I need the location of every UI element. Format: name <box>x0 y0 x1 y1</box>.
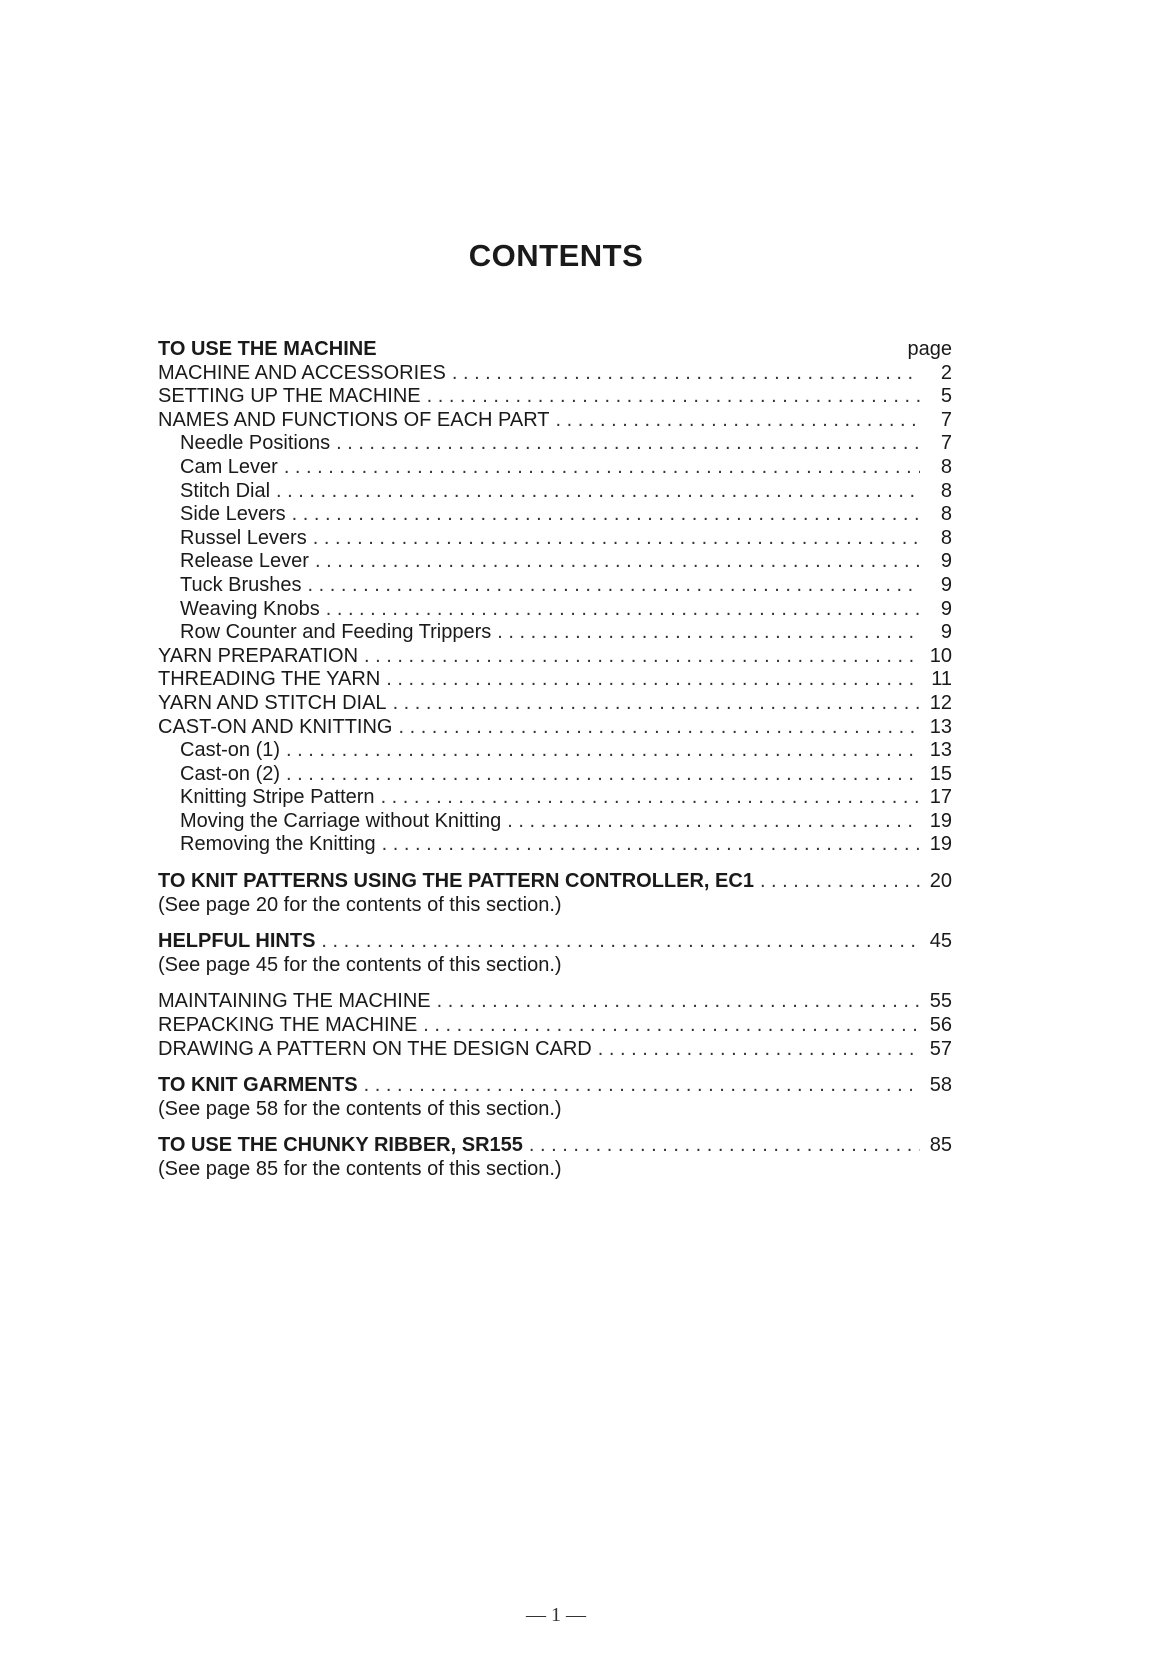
toc-section-entry[interactable] <box>158 1074 952 1098</box>
dot-leader <box>437 990 920 1014</box>
entry-label: Knitting Stripe Pattern <box>180 786 375 809</box>
entry-label: TO KNIT PATTERNS USING THE PATTERN CONTROLLER, EC1 <box>158 870 754 893</box>
entry-page: 2 <box>940 361 952 384</box>
toc-subentry[interactable] <box>158 598 952 622</box>
dot-leader <box>556 409 920 433</box>
dot-leader <box>308 574 920 598</box>
toc-entry[interactable] <box>158 385 952 409</box>
entry-page: 9 <box>940 621 952 644</box>
entry-page: 5 <box>940 385 952 408</box>
dot-leader <box>364 645 920 669</box>
dot-leader <box>507 810 920 834</box>
entry-label: Row Counter and Feeding Trippers <box>180 621 492 644</box>
dot-leader <box>497 621 920 645</box>
toc-subentry[interactable] <box>158 456 952 480</box>
entry-label: SETTING UP THE MACHINE <box>158 385 421 408</box>
toc-entry[interactable] <box>158 645 952 669</box>
dot-leader <box>286 763 920 787</box>
toc-subentry[interactable] <box>158 503 952 527</box>
entry-label: Release Lever <box>180 550 309 573</box>
page-title: CONTENTS <box>468 238 644 273</box>
toc-entry[interactable] <box>158 362 952 386</box>
entry-page: 58 <box>929 1074 952 1097</box>
page-column-label: page <box>907 338 952 360</box>
entry-label: Russel Levers <box>180 526 307 549</box>
entry-label: CAST-ON AND KNITTING <box>158 715 393 738</box>
entry-label: Tuck Brushes <box>180 573 302 596</box>
section-note: (See page 45 for the contents of this section.) <box>158 953 562 976</box>
toc-subentry[interactable] <box>158 621 952 645</box>
dot-leader <box>292 503 920 527</box>
entry-label: YARN PREPARATION <box>158 644 359 667</box>
entry-label: Needle Positions <box>180 432 331 455</box>
toc-subentry[interactable] <box>158 574 952 598</box>
dot-leader <box>393 692 920 716</box>
toc-entry[interactable] <box>158 692 952 716</box>
entry-label: REPACKING THE MACHINE <box>158 1014 418 1037</box>
entry-label: HELPFUL HINTS <box>158 930 316 953</box>
entry-page: 15 <box>929 762 952 785</box>
entry-page: 56 <box>929 1014 952 1037</box>
entry-page: 7 <box>940 408 952 431</box>
toc-subentry[interactable] <box>158 810 952 834</box>
toc-subentry[interactable] <box>158 550 952 574</box>
entry-page: 10 <box>929 644 952 667</box>
toc-section-entry[interactable] <box>158 930 952 954</box>
toc-subentry[interactable] <box>158 786 952 810</box>
entry-page: 8 <box>940 526 952 549</box>
section-note: (See page 85 for the contents of this section.) <box>158 1158 562 1180</box>
toc-entry[interactable] <box>158 990 952 1014</box>
dot-leader <box>276 480 920 504</box>
entry-page: 9 <box>940 597 952 620</box>
dot-leader <box>315 550 920 574</box>
dot-leader <box>336 432 920 456</box>
dot-leader <box>452 362 920 386</box>
dot-leader <box>598 1038 920 1062</box>
entry-page: 45 <box>929 930 952 953</box>
entry-label: MACHINE AND ACCESSORIES <box>158 361 446 384</box>
dot-leader <box>313 527 920 551</box>
entry-page: 13 <box>929 715 952 738</box>
table-of-contents <box>158 338 952 1182</box>
toc-subentry[interactable] <box>158 527 952 551</box>
dot-leader <box>381 786 920 810</box>
entry-label: Cast-on (2) <box>180 762 281 785</box>
entry-page: 12 <box>929 691 952 714</box>
toc-entry[interactable] <box>158 1014 952 1038</box>
entry-label: Cast-on (1) <box>180 739 281 762</box>
dot-leader <box>284 456 920 480</box>
dot-leader <box>423 1014 920 1038</box>
entry-page: 20 <box>929 870 952 893</box>
entry-page: 7 <box>940 432 952 455</box>
entry-page: 13 <box>929 739 952 762</box>
toc-section-entry[interactable] <box>158 1134 952 1158</box>
toc-section-entry[interactable] <box>158 870 952 894</box>
dot-leader <box>529 1134 920 1158</box>
toc-subentry[interactable] <box>158 432 952 456</box>
dot-leader <box>427 385 920 409</box>
dot-leader <box>760 870 920 894</box>
entry-label: NAMES AND FUNCTIONS OF EACH PART <box>158 408 550 431</box>
dot-leader <box>398 716 920 740</box>
toc-subentry[interactable] <box>158 739 952 763</box>
entry-label: Moving the Carriage without Knitting <box>180 809 502 832</box>
entry-label: TO USE THE CHUNKY RIBBER, SR155 <box>158 1134 523 1157</box>
entry-label: YARN AND STITCH DIAL <box>158 691 387 714</box>
entry-page: 85 <box>929 1134 952 1157</box>
entry-label: Weaving Knobs <box>180 597 320 620</box>
toc-entry[interactable] <box>158 409 952 433</box>
dot-leader <box>321 930 920 954</box>
entry-label: MAINTAINING THE MACHINE <box>158 990 431 1013</box>
toc-entry[interactable] <box>158 668 952 692</box>
entry-page: 8 <box>940 479 952 502</box>
dot-leader <box>364 1074 920 1098</box>
toc-entry[interactable] <box>158 1038 952 1062</box>
entry-label: Stitch Dial <box>180 479 271 502</box>
dot-leader <box>326 598 920 622</box>
section-note: (See page 58 for the contents of this section.) <box>158 1097 562 1120</box>
toc-subentry[interactable] <box>158 763 952 787</box>
entry-label: Side Levers <box>180 503 286 526</box>
entry-page: 19 <box>929 809 952 832</box>
entry-page: 9 <box>940 550 952 573</box>
section-note: (See page 20 for the contents of this section.) <box>158 893 562 916</box>
entry-page: 19 <box>929 833 952 856</box>
page-number-footer: — 1 — <box>526 1604 586 1626</box>
toc-subentry[interactable] <box>158 833 952 857</box>
dot-leader <box>386 668 920 692</box>
entry-label: Removing the Knitting <box>180 833 376 856</box>
entry-page: 55 <box>929 990 952 1013</box>
entry-page: 17 <box>929 786 952 809</box>
toc-subentry[interactable] <box>158 480 952 504</box>
entry-label: THREADING THE YARN <box>158 668 381 691</box>
entry-label: TO KNIT GARMENTS <box>158 1074 358 1097</box>
entry-page: 8 <box>940 455 952 478</box>
entry-label: Cam Lever <box>180 455 278 478</box>
entry-label: DRAWING A PATTERN ON THE DESIGN CARD <box>158 1037 592 1060</box>
toc-entry[interactable] <box>158 716 952 740</box>
dot-leader <box>286 739 920 763</box>
section-heading: TO USE THE MACHINE <box>158 338 377 360</box>
entry-page: 9 <box>940 573 952 596</box>
entry-page: 11 <box>931 668 952 691</box>
entry-page: 57 <box>929 1037 952 1060</box>
dot-leader <box>382 833 920 857</box>
toc-header <box>158 338 952 362</box>
entry-page: 8 <box>940 503 952 526</box>
